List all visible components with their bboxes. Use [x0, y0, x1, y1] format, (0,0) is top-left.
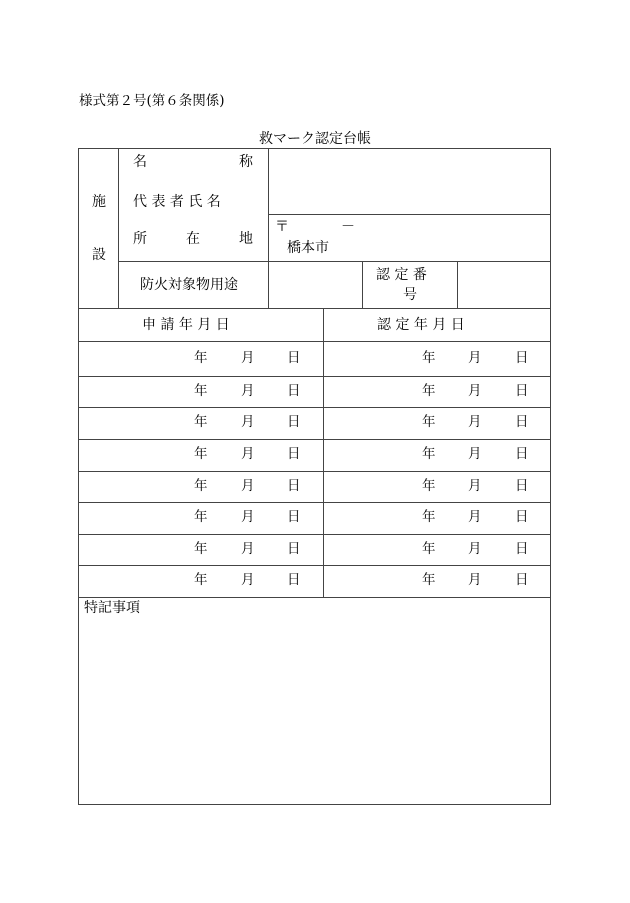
special-notes-label: 特記事項 [84, 600, 140, 616]
app-day: 日 [287, 383, 301, 399]
app-year: 年 [194, 414, 208, 430]
usage-label: 防火対象物用途 [140, 277, 238, 293]
app-month: 月 [241, 383, 255, 399]
table-line [118, 261, 551, 262]
facility-side-label-1: 施 [92, 194, 106, 210]
date-row [79, 471, 551, 502]
facility-side-label-2: 設 [92, 247, 106, 263]
app-day: 日 [287, 414, 301, 430]
app-month: 月 [241, 572, 255, 588]
cert-month: 月 [468, 478, 482, 494]
cert-year: 年 [422, 383, 436, 399]
address-label-1: 所 [133, 231, 147, 247]
cert-month: 月 [468, 541, 482, 557]
cert-day: 日 [515, 383, 529, 399]
ledger-title: 救マーク認定台帳 [259, 131, 371, 147]
app-month: 月 [241, 541, 255, 557]
cert-day: 日 [515, 509, 529, 525]
date-row [79, 407, 551, 439]
app-year: 年 [194, 572, 208, 588]
app-month: 月 [241, 414, 255, 430]
cert-number-field[interactable] [461, 265, 547, 303]
table-line [79, 597, 551, 598]
address-city: 橋本市 [287, 240, 329, 256]
name-field[interactable] [274, 157, 544, 209]
table-line [362, 261, 363, 308]
app-year: 年 [194, 509, 208, 525]
representative-label: 代 表 者 氏 名 [133, 194, 221, 210]
usage-field[interactable] [271, 265, 357, 303]
cert-month: 月 [468, 350, 482, 366]
application-date-header: 申 請 年 月 日 [142, 317, 230, 333]
cert-day: 日 [515, 446, 529, 462]
app-day: 日 [287, 350, 301, 366]
table-line [79, 308, 551, 309]
certification-ledger-table [78, 148, 551, 805]
cert-number-label-1: 認 定 番 [376, 267, 427, 283]
app-year: 年 [194, 478, 208, 494]
cert-day: 日 [515, 572, 529, 588]
app-year: 年 [194, 350, 208, 366]
cert-year: 年 [422, 414, 436, 430]
app-month: 月 [241, 350, 255, 366]
app-year: 年 [194, 446, 208, 462]
cert-year: 年 [422, 350, 436, 366]
date-row [79, 439, 551, 471]
cert-day: 日 [515, 478, 529, 494]
date-row [79, 502, 551, 534]
app-day: 日 [287, 509, 301, 525]
cert-year: 年 [422, 541, 436, 557]
cert-year: 年 [422, 572, 436, 588]
name-label-1: 名 [133, 154, 147, 170]
date-row [79, 341, 551, 376]
app-day: 日 [287, 572, 301, 588]
cert-number-label-2: 号 [403, 287, 417, 303]
cert-day: 日 [515, 414, 529, 430]
cert-year: 年 [422, 509, 436, 525]
cert-year: 年 [422, 446, 436, 462]
app-year: 年 [194, 541, 208, 557]
cert-month: 月 [468, 509, 482, 525]
app-day: 日 [287, 478, 301, 494]
name-label-2: 称 [239, 154, 253, 170]
cert-day: 日 [515, 350, 529, 366]
certification-date-header: 認 定 年 月 日 [377, 317, 465, 333]
app-month: 月 [241, 478, 255, 494]
postal-mark: 〒 [275, 219, 289, 235]
app-year: 年 [194, 383, 208, 399]
date-row [79, 534, 551, 565]
table-line [118, 149, 119, 308]
cert-month: 月 [468, 383, 482, 399]
postal-dash: － [341, 219, 355, 235]
table-line [268, 214, 551, 215]
cert-year: 年 [422, 478, 436, 494]
app-month: 月 [241, 446, 255, 462]
table-line [457, 261, 458, 308]
address-label-3: 地 [239, 231, 253, 247]
form-number: 様式第２号(第６条関係) [79, 93, 225, 109]
cert-month: 月 [468, 572, 482, 588]
date-row [79, 565, 551, 597]
cert-month: 月 [468, 414, 482, 430]
special-notes-field[interactable] [84, 621, 544, 799]
table-line [268, 149, 269, 308]
cert-day: 日 [515, 541, 529, 557]
app-day: 日 [287, 541, 301, 557]
app-day: 日 [287, 446, 301, 462]
address-label-2: 在 [186, 231, 200, 247]
date-row [79, 376, 551, 407]
cert-month: 月 [468, 446, 482, 462]
app-month: 月 [241, 509, 255, 525]
